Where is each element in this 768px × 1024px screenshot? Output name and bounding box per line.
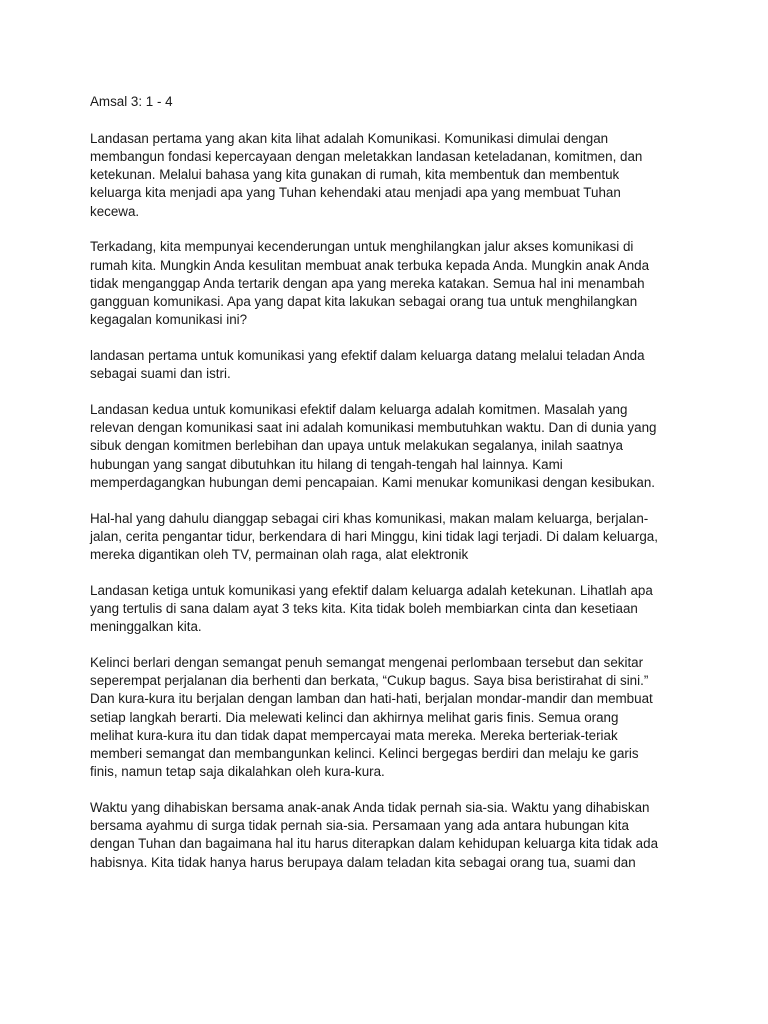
paragraph (90, 582, 690, 637)
paragraph (90, 654, 690, 781)
paragraph (90, 510, 690, 565)
paragraph-line: hubungan yang sangat dibutuhkan itu hilang di tengah-tengah hal lainnya. Kami (90, 456, 563, 472)
paragraph-line: Waktu yang dihabiskan bersama anak-anak Anda tidak pernah sia-sia. Waktu yang dihabiskan (90, 800, 650, 816)
paragraph-line: habisnya. Kita tidak hanya harus berupaya dalam teladan kita sebagai orang tua, suami dan (90, 854, 636, 870)
document-body (90, 93, 690, 889)
paragraph-line: bersama ayahmu di surga tidak pernah sia-sia. Persamaan yang ada antara hubungan kita (90, 818, 629, 834)
paragraph-line: meninggalkan kita. (90, 619, 202, 635)
paragraph (90, 401, 690, 492)
paragraph (90, 347, 690, 383)
paragraph-line: keluarga kita menjadi apa yang Tuhan kehendaki atau menjadi apa yang membuat Tuhan (90, 185, 621, 201)
paragraph-line: landasan pertama untuk komunikasi yang efektif dalam keluarga datang melalui teladan Anda (90, 348, 645, 364)
paragraph-line: Landasan pertama yang akan kita lihat adalah Komunikasi. Komunikasi dimulai dengan (90, 130, 609, 146)
paragraph-line: jalan, cerita pengantar tidur, berkendara di hari Minggu, kini tidak lagi terjadi. Di dalam keluarga, (90, 528, 658, 544)
paragraph-line: Hal-hal yang dahulu dianggap sebagai ciri khas komunikasi, makan malam keluarga, berjalan- (90, 510, 649, 526)
document-title: Amsal 3: 1 - 4 (90, 94, 173, 109)
paragraph-line: Landasan ketiga untuk komunikasi yang efektif dalam keluarga adalah ketekunan. Lihatlah apa (90, 582, 653, 598)
paragraph-line: Kelinci berlari dengan semangat penuh semangat mengenai perlombaan tersebut dan sekitar (90, 655, 644, 671)
paragraph-line: setiap langkah berarti. Dia melewati kelinci dan akhirnya melihat garis finis. Semua orang (90, 709, 619, 725)
paragraph-line: mereka digantikan oleh TV, permainan olah raga, alat elektronik (90, 547, 469, 563)
paragraph-line: gangguan komunikasi. Apa yang dapat kita lakukan sebagai orang tua untuk menghilangkan (90, 294, 638, 310)
paragraph-list (90, 130, 690, 872)
paragraph-line: kecewa. (90, 203, 140, 219)
paragraph (90, 238, 690, 329)
paragraph-line: dengan Tuhan dan bagaimana hal itu harus diterapkan dalam kehidupan keluarga kita tidak ada (90, 836, 659, 852)
paragraph (90, 799, 690, 872)
paragraph-line: sebagai suami dan istri. (90, 366, 231, 382)
paragraph-line: membangun fondasi kepercayaan dengan meletakkan landasan keteladanan, komitmen, dan (90, 149, 643, 164)
paragraph-line: Landasan kedua untuk komunikasi efektif dalam keluarga adalah komitmen. Masalah yang (90, 402, 628, 418)
paragraph-line: seperempat perjalanan dia berhenti dan berkata, “Cukup bagus. Saya bisa beristirahat di sini.” (90, 673, 649, 689)
paragraph-line: memperdagangkan hubungan demi pencapaian. Kami menukar komunikasi dengan kesibukan. (90, 474, 656, 490)
paragraph (90, 130, 690, 221)
paragraph-line: memberi semangat dan membangunkan kelinci. Kelinci bergegas berdiri dan melaju ke garis (90, 746, 639, 762)
paragraph-line: Dan kura-kura itu berjalan dengan lamban dan hati-hati, berjalan mondar-mandir dan membuat (90, 691, 653, 707)
paragraph-line: melihat kura-kura itu dan tidak dapat mempercayai mata mereka. Mereka berteriak-teriak (90, 727, 618, 743)
paragraph-line: finis, namun tetap saja dikalahkan oleh kura-kura. (90, 764, 385, 780)
paragraph-line: Terkadang, kita mempunyai kecenderungan untuk menghilangkan jalur akses komunikasi di (90, 239, 634, 255)
paragraph-line: rumah kita. Mungkin Anda kesulitan membuat anak terbuka kepada Anda. Mungkin anak Anda (90, 257, 650, 273)
paragraph-line: relevan dengan komunikasi saat ini adalah komunikasi membutuhkan waktu. Dan di dunia yang (90, 420, 657, 436)
paragraph-line: kegagalan komunikasi ini? (90, 312, 248, 328)
paragraph-line: tidak menganggap Anda tertarik dengan apa yang mereka katakan. Semua hal ini menambah (90, 275, 645, 291)
paragraph-line: yang tertulis di sana dalam ayat 3 teks kita. Kita tidak boleh membiarkan cinta dan kesetiaan (90, 601, 638, 617)
paragraph-line: ketekunan. Melalui bahasa yang kita gunakan di rumah, kita membentuk dan membentuk (90, 167, 620, 183)
paragraph-line: sibuk dengan komitmen berlebihan dan upaya untuk melakukan segalanya, inilah saatnya (90, 438, 624, 454)
